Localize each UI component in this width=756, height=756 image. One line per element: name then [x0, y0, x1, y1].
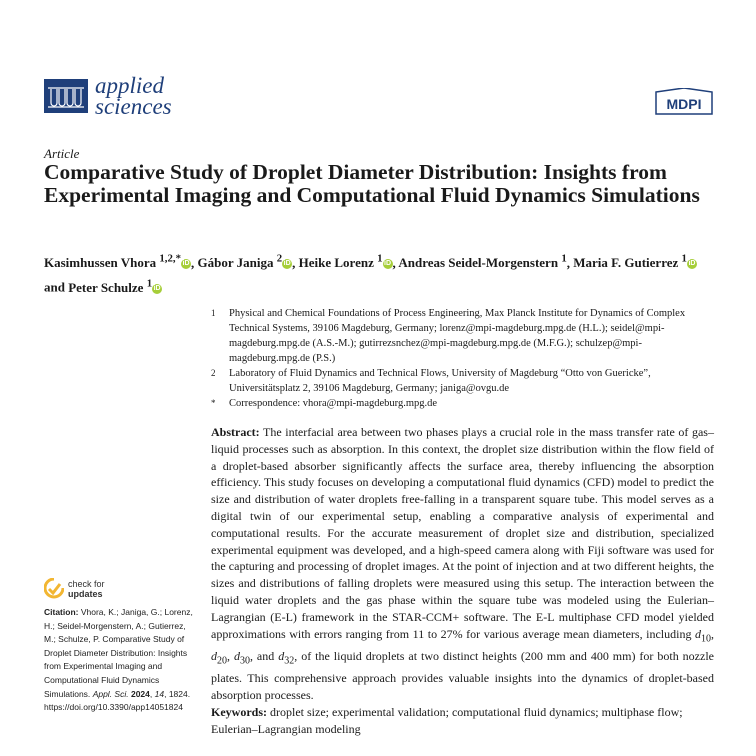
check-updates-icon [44, 578, 64, 600]
author[interactable]: Kasimhussen Vhora $^{1,2,*}$ iD [44, 253, 190, 271]
keywords: Keywords: droplet size; experimental validation; computational fluid dynamics; multiphase flow; Eulerian–Lagrangian modeling [211, 705, 683, 736]
author[interactable]: Gábor Janiga $^2$ iD [197, 253, 291, 271]
affiliations [211, 306, 721, 411]
journal-name: applied sciences [95, 73, 172, 119]
author[interactable]: Peter Schulze $^1$ iD [68, 277, 161, 295]
orcid-icon[interactable]: iD [182, 260, 190, 268]
affiliation-item: 2 Laboratory of Fluid Dynamics and Technical Flows, University of Magdeburg “Otto von Guericke”, Universitätsplatz 2, 39106 Magdeburg, Germany; janiga@ovgu.de [211, 368, 651, 394]
publisher-logo [655, 88, 713, 116]
orcid-icon[interactable]: iD [688, 260, 696, 268]
author[interactable]: Andreas Seidel-Morgenstern $^1$ [398, 253, 567, 271]
orcid-icon[interactable]: iD [384, 260, 392, 268]
abstract-label: Abstract: [211, 425, 260, 439]
publisher-name: MDPI [666, 96, 702, 112]
author[interactable]: Maria F. Gutierrez $^1$ iD [573, 253, 696, 271]
orcid-icon[interactable]: iD [153, 284, 161, 292]
article-type: Article [44, 146, 80, 161]
paper-title: Comparative Study of Droplet Diameter Distribution: Insights from Experimental Imaging and Computational Fluid Dynamics Simulations [44, 160, 700, 207]
abstract: Abstract: The interfacial area between two phases plays a crucial role in the mass transfer rate of gas–liquid processes such as absorption. In this context, the droplet size distribution within the flow field of a droplet-based absorber significantly affects the surface area, thereby influencing the absorption efficiency. This study focuses on developing a computational fluid dynamics (CFD) model to predict the size and distribution of water droplets free-falling in a transparent square tube. This model serves as a digital twin of our experimental setup, enabling a comparative analysis of experimental and computational results. For the accurate measurement of droplet size and distribution, specialized experimental equipment was developed, and a high-speed camera along with Fiji software was used for the capturing and processing of droplet images. At the point of injection and at two different heights, the sizes and distributions of falling droplets were measured using this setup. The interaction between the liquid water droplets and the gas phase within the square tube was modeled using the Eulerian–Lagrangian (E-L) framework in the STAR-CCM+ software. The E-L multiphase CFD model yielded approximations with errors ranging from 11 to 27% for various average mean diameters, including $d_{10}$, $d_{20}$, $d_{30}$, and $d_{32}$, of the liquid droplets at two distinct heights (200 mm and 400 mm) for both nozzle plates. This comprehensive approach provides valuable insights into the dynamics of droplet-based absorption processes. [211, 425, 714, 702]
author[interactable]: Heike Lorenz $^1$ iD [298, 253, 392, 271]
orcid-icon[interactable]: iD [283, 260, 291, 268]
correspondence-item: * Correspondence: vhora@mpi-magdeburg.mpg.de [211, 398, 438, 409]
doi-link[interactable]: https://doi.org/10.3390/app14051824 [44, 702, 183, 713]
citation-block: Citation: Vhora, K.; Janiga, G.; Lorenz, H.; Seidel-Morgenstern, A.; Gutierrez, M.; Schulze, P. Comparative Study of Droplet Diameter Distribution: Insights from Experimental Imaging and Computational Fluid Dynamics Simulations. Appl. Sci. 2024, 14, 1824. https://doi.org/10.3390/app14051824 [44, 607, 193, 713]
keywords-label: Keywords: [211, 705, 267, 719]
author-list: Kasimhussen Vhora $^{1,2,*}$ iD , Gábor Janiga $^2$ iD , Heike Lorenz $^1$ iD , Andreas Seidel-Morgenstern $^1$, Maria F. Gutierrez $^1$ iD and Peter Schulze $^1$ iD [44, 253, 696, 295]
journal-logo-icon [44, 79, 88, 113]
affiliation-item: 1 Physical and Chemical Foundations of Process Engineering, Max Planck Institute for Dynamics of Complex Technical Systems, 39106 Magdeburg, Germany; lorenz@mpi-magdeburg.mpg.de (H.L.); seidel@mpi-magdeburg.mpg.de (A.S.-M.); gutirrezsnchez@mpi-magdeburg.mpg.de (M.F.G.); schulzep@mpi-magdeburg.mpg.de (P.S.) [211, 308, 686, 364]
